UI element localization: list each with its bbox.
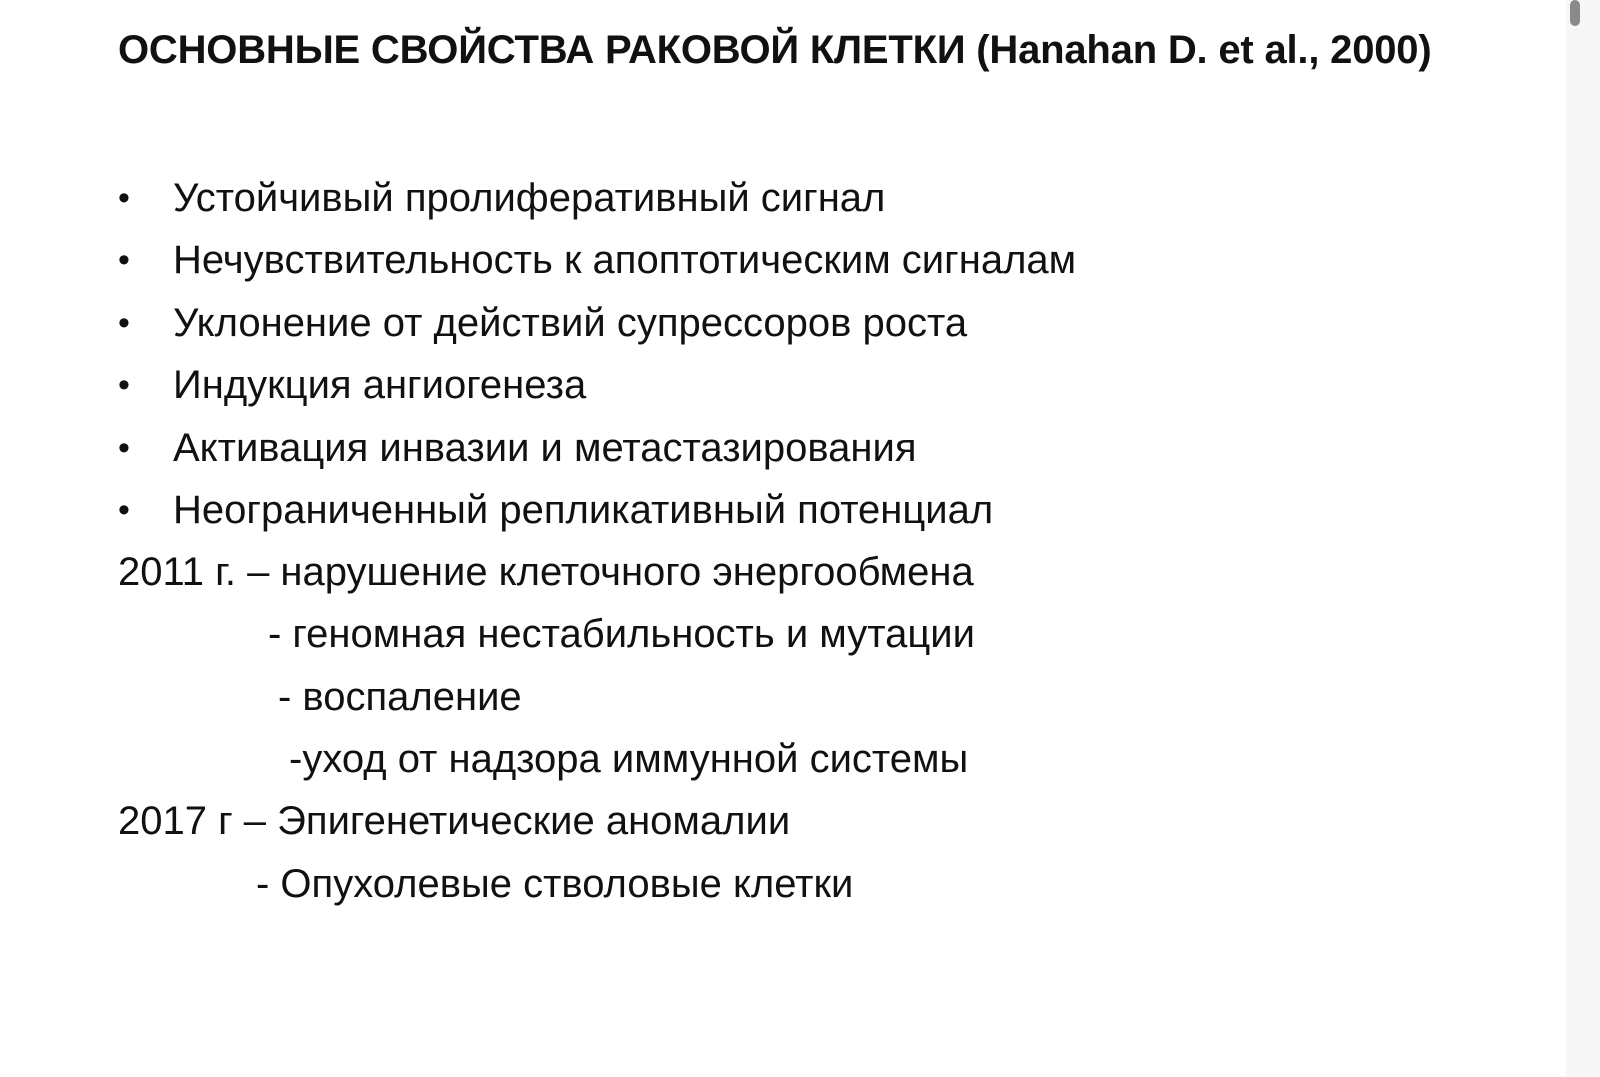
addition-2011-heading: 2011 г. – нарушение клеточного энергообмена — [118, 550, 974, 594]
bullet-text: Неограниченный репликативный потенциал — [173, 487, 994, 532]
bullet-icon: • — [118, 241, 130, 280]
bullet-text: Уклонение от действий супрессоров роста — [173, 300, 968, 345]
bullet-text: Нечувствительность к апоптотическим сигналам — [173, 238, 1077, 283]
vertical-scrollbar[interactable] — [1566, 0, 1600, 1077]
scrollbar-thumb[interactable] — [1570, 0, 1580, 26]
bullet-text: Устойчивый пролиферативный сигнал — [173, 176, 886, 220]
bullet-icon: • — [118, 179, 130, 217]
bullet-icon: • — [118, 303, 130, 342]
addition-2017-item: - Опухолевые стволовые клетки — [256, 862, 854, 906]
addition-2017-heading: 2017 г – Эпигенетические аномалии — [118, 799, 791, 843]
bullet-icon: • — [118, 490, 130, 529]
bullet-text: Активация инвазии и метастазирования — [173, 425, 917, 470]
bullet-icon: • — [118, 366, 130, 405]
slide-title: ОСНОВНЫЕ СВОЙСТВА РАКОВОЙ КЛЕТКИ (Hanahan D. et al., 2000) — [118, 28, 1432, 72]
bullet-icon: • — [118, 428, 130, 467]
bullet-text: Индукция ангиогенеза — [173, 363, 587, 408]
addition-2011-item: -уход от надзора иммунной системы — [289, 737, 969, 781]
addition-2011-item: - геномная нестабильность и мутации — [268, 612, 975, 656]
addition-2011-item: - воспаление — [278, 675, 522, 719]
